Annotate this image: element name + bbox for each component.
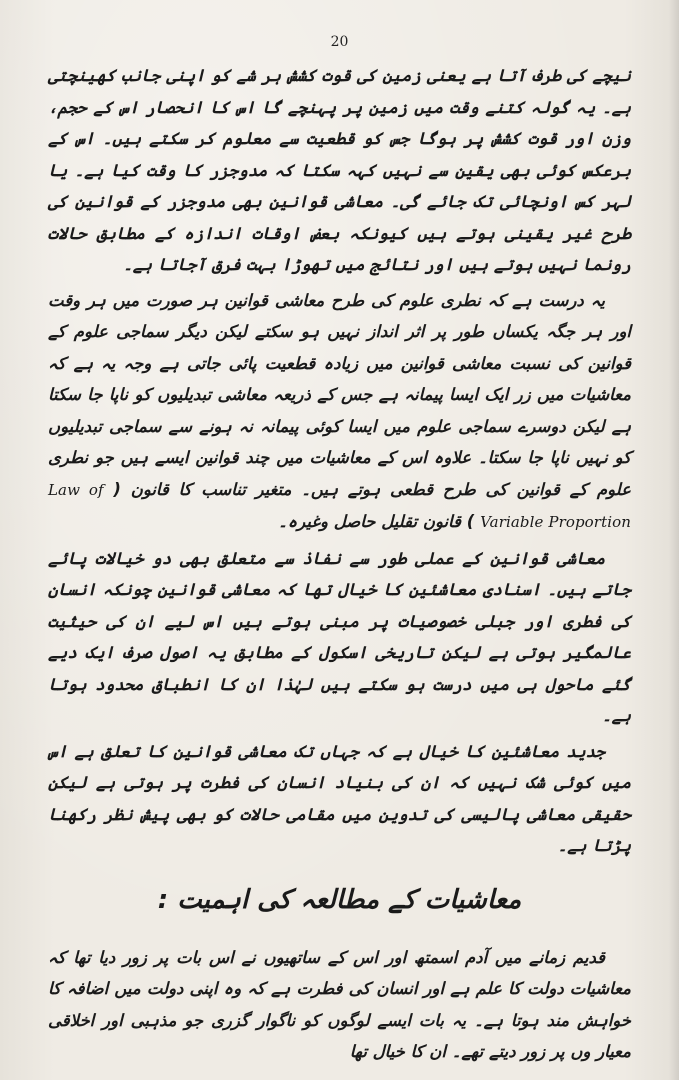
paragraph-4: جدید معاشئین کا خیال ہے کہ جہاں تک معاشی قوانین کا تعلق ہے اس میں کوئی شک نہیں کہ ان کی بنیاد انسان کی فطرت پر ہوتی ہے لیکن حقیقی معاشی پالیسی کی تدوین میں مقامی حالات کو بھی پیش نظر رکھنا پڑتا ہے۔ — [48, 741, 631, 855]
latin-term-law-of: Law of — [48, 480, 104, 499]
page-number: 20 — [330, 34, 349, 50]
latin-term-variable-proportion: Variable Proportion — [480, 513, 631, 531]
paragraph-1: نیچے کی طرف آتا ہے یعنی زمین کی قوت کشش ہر شے کو اپنی جانب کھینچتی ہے۔ یہ گولہ کتنے وقت میں زمین پر پہنچے گا اس کا انحصار اس کے حجم، وزن اور قوت کشش پر ہوگا جس کو قطعیت سے معلوم کر سکتے ہیں۔ اس کے برعکس کوئی بھی یقین سے نہیں کہہ سکتا کہ مدوجزر کا وقت کیا ہے۔ یا لہر کس اونچائی تک جائے گی۔ معاشی قوانین بھی مدوجزر کے قوانین کی طرح غیر یقینی ہوتے ہیں کیونکہ بعض اوقات اندازہ کے مطابق حالات رونما نہیں ہوتے ہیں اور نتائج میں تھوڑا بہت فرق آجاتا ہے۔ — [48, 66, 631, 274]
page-edge-shadow — [669, 0, 679, 1080]
paragraph-2-tail: قانون تقلیل حاصل وغیرہ۔ — [277, 512, 461, 531]
section-heading: معاشیات کے مطالعہ کی اہمیت : — [157, 884, 522, 915]
paragraph-5: قدیم زمانے میں آدم اسمتھ اور اس کے ساتھیوں نے اس بات پر زور دیا تھا کہ معاشیات دولت کا علم ہے اور انسان کی فطرت ہے کہ وہ اپنی دولت میں اضافہ کا خواہش مند ہوتا ہے۔ یہ بات ایسے لوگوں کو ناگوار گزری جو مذہبی اور اخلاقی معیار وں پر زور دیتے تھے۔ ان کا خیال تھا — [48, 947, 631, 1061]
paragraph-2-text: یہ درست ہے کہ نطری علوم کی طرح معاشی قوانین ہر صورت میں ہر وقت اور ہر جگہ یکساں طور پر اثر انداز نہیں ہو سکتے لیکن دیگر سماجی علوم کے قوانین کی نسبت معاشی قوانین میں زیادہ قطعیت پائی جاتی ہے وجہ یہ ہے کہ معاشیات میں زر ایک ایسا پیمانہ ہے جس کے ذریعہ معاشی تبدیلیوں کو ناپا جا سکتا ہے لیکن دوسرے سماجی علوم میں ایسا کوئی پیمانہ نہ ہونے سے سماجی تبدیلیوں کو نہیں ناپا جا سکتا۔ علاوہ اس کے معاشیات میں چند قوانین ایسے ہیں جو نطری علوم کے قوانین کی طرح قطعی ہوتے ہیں۔ متغیر تناسب کا قانون — [48, 290, 631, 499]
paragraph-3: معاشی قوانین کے عملی طور سے نفاذ سے متعلق بھی دو خیالات پائے جاتے ہیں۔ اسنادی معاشئین کا خیال تھا کہ معاشی قوانین چونکہ انسان کی فطری اور جبلی خصوصیات پر مبنی ہوتے ہیں اس لیے ان کی حیثیت عالمگیر ہوتی ہے لیکن تاریخی اسکول کے مطابق یہ اصول صرف ایک دیے گئے ماحول ہی میں درست ہو سکتے ہیں لہٰذا ان کا انطباق محدود ہوتا ہے۔ — [48, 548, 631, 725]
paragraph-2: یہ درست ہے کہ نطری علوم کی طرح معاشی قوانین ہر صورت میں ہر وقت اور ہر جگہ یکساں طور پر اثر انداز نہیں ہو سکتے لیکن دیگر سماجی علوم کے قوانین کی نسبت معاشی قوانین میں زیادہ قطعیت پائی جاتی ہے وجہ یہ ہے کہ معاشیات میں زر ایک ایسا پیمانہ ہے جس کے ذریعہ معاشی تبدیلیوں کو ناپا جا سکتا ہے لیکن دوسرے سماجی علوم میں ایسا کوئی پیمانہ نہ ہونے سے سماجی تبدیلیوں کو نہیں ناپا جا سکتا۔ علاوہ اس کے معاشیات میں چند قوانین ایسے ہیں جو نطری علوم کے قوانین کی طرح قطعی ہوتے ہیں۔ متغیر تناسب کا قانون ( Law of Variable Proportion ) قانون تقلیل حاصل وغیرہ۔ — [48, 290, 631, 531]
